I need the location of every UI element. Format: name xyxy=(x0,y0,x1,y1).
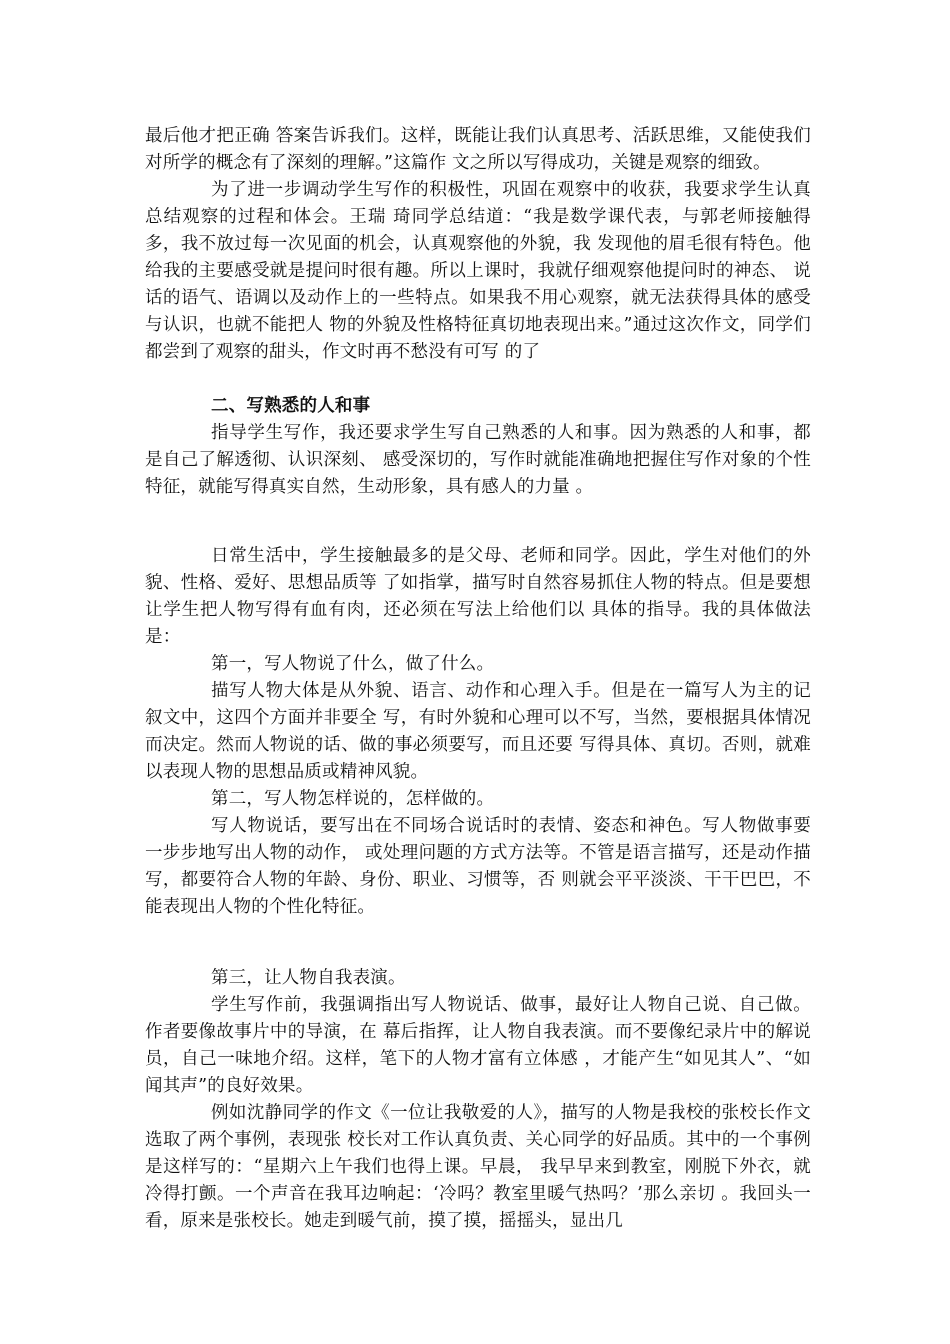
paragraph: 第三，让人物自我表演。 xyxy=(211,968,406,988)
text-block-1 xyxy=(145,123,811,366)
paragraph: 例如沈静同学的作文《一位让我敬爱的人》，描写的人物是我校的张校长作文选取了两个事例，表现张 校长对工作认真负责、关心同学的好品质。其中的一个事例是这样写的：“星期六上午我们也得上课。早晨， 我早早来到教室，刚脱下外衣，就冷得打颤。一个声音在我耳边响起：‘冷吗？教室里暖气热吗？’那么亲切 。我回头一看，原来是张校长。她走到暖气前，摸了摸，摇摇头，显出几 xyxy=(145,1103,811,1231)
paragraph: 日常生活中，学生接触最多的是父母、老师和同学。因此，学生对他们的外貌、性格、爱好、思想品质等 了如指掌，描写时自然容易抓住人物的特点。但是要想让学生把人物写得有血有肉，还必须在写法上给他们以 具体的指导。我的具体做法是： xyxy=(145,546,811,647)
paragraph: 写人物说话，要写出在不同场合说话时的表情、姿态和神色。写人物做事要一步步地写出人物的动作， 或处理问题的方式方法等。不管是语言描写，还是动作描写，都要符合人物的年龄、身份、职业、习惯等，否 则就会平平淡淡、干干巴巴，不能表现出人物的个性化特征。 xyxy=(145,816,811,917)
paragraph: 第二，写人物怎样说的，怎样做的。 xyxy=(211,789,495,809)
text-block-2 xyxy=(145,393,811,501)
text-block-3 xyxy=(145,543,811,921)
paragraph: 为了进一步调动学生写作的积极性，巩固在观察中的收获，我要求学生认真总结观察的过程和体会。王瑞 琦同学总结道：“我是数学课代表，与郭老师接触得多，我不放过每一次见面的机会，认真观察他的外貌，我 发现他的眉毛很有特色。他给我的主要感受就是提问时很有趣。所以上课时，我就仔细观察他提问时的神态、 说话的语气、语调以及动作上的一些特点。如果我不用心观察，就无法获得具体的感受与认识，也就不能把人 物的外貌及性格特征真切地表现出来。”通过这次作文，同学们都尝到了观察的甜头，作文时再不愁没有可写 的了 xyxy=(145,180,811,362)
paragraph: 第一，写人物说了什么，做了什么。 xyxy=(211,654,495,674)
text-block-4 xyxy=(145,965,811,1235)
paragraph: 指导学生写作，我还要求学生写自己熟悉的人和事。因为熟悉的人和事，都是自己了解透彻、认识深刻、 感受深切的，写作时就能准确地把握住写作对象的个性特征，就能写得真实自然，生动形象，具有感人的力量 。 xyxy=(145,423,811,497)
paragraph: 学生写作前，我强调指出写人物说话、做事，最好让人物自己说、自己做。作者要像故事片中的导演，在 幕后指挥，让人物自我表演。而不要像纪录片中的解说员，自己一味地介绍。这样，笔下的人物才富有立体感 ，才能产生“如见其人”、“如闻其声”的良好效果。 xyxy=(145,995,811,1096)
section-heading: 二、写熟悉的人和事 xyxy=(211,396,371,416)
paragraph-continuation: 最后他才把正确 答案告诉我们。这样，既能让我们认真思考、活跃思维，又能使我们对所学的概念有了深刻的理解。”这篇作 文之所以写得成功，关键是观察的细致。 xyxy=(145,126,811,173)
paragraph: 描写人物大体是从外貌、语言、动作和心理入手。但是在一篇写人为主的记叙文中，这四个方面并非要全 写，有时外貌和心理可以不写，当然，要根据具体情况而决定。然而人物说的话、做的事必须要写，而且还要 写得具体、真切。否则，就难以表现人物的思想品质或精神风貌。 xyxy=(145,681,811,782)
